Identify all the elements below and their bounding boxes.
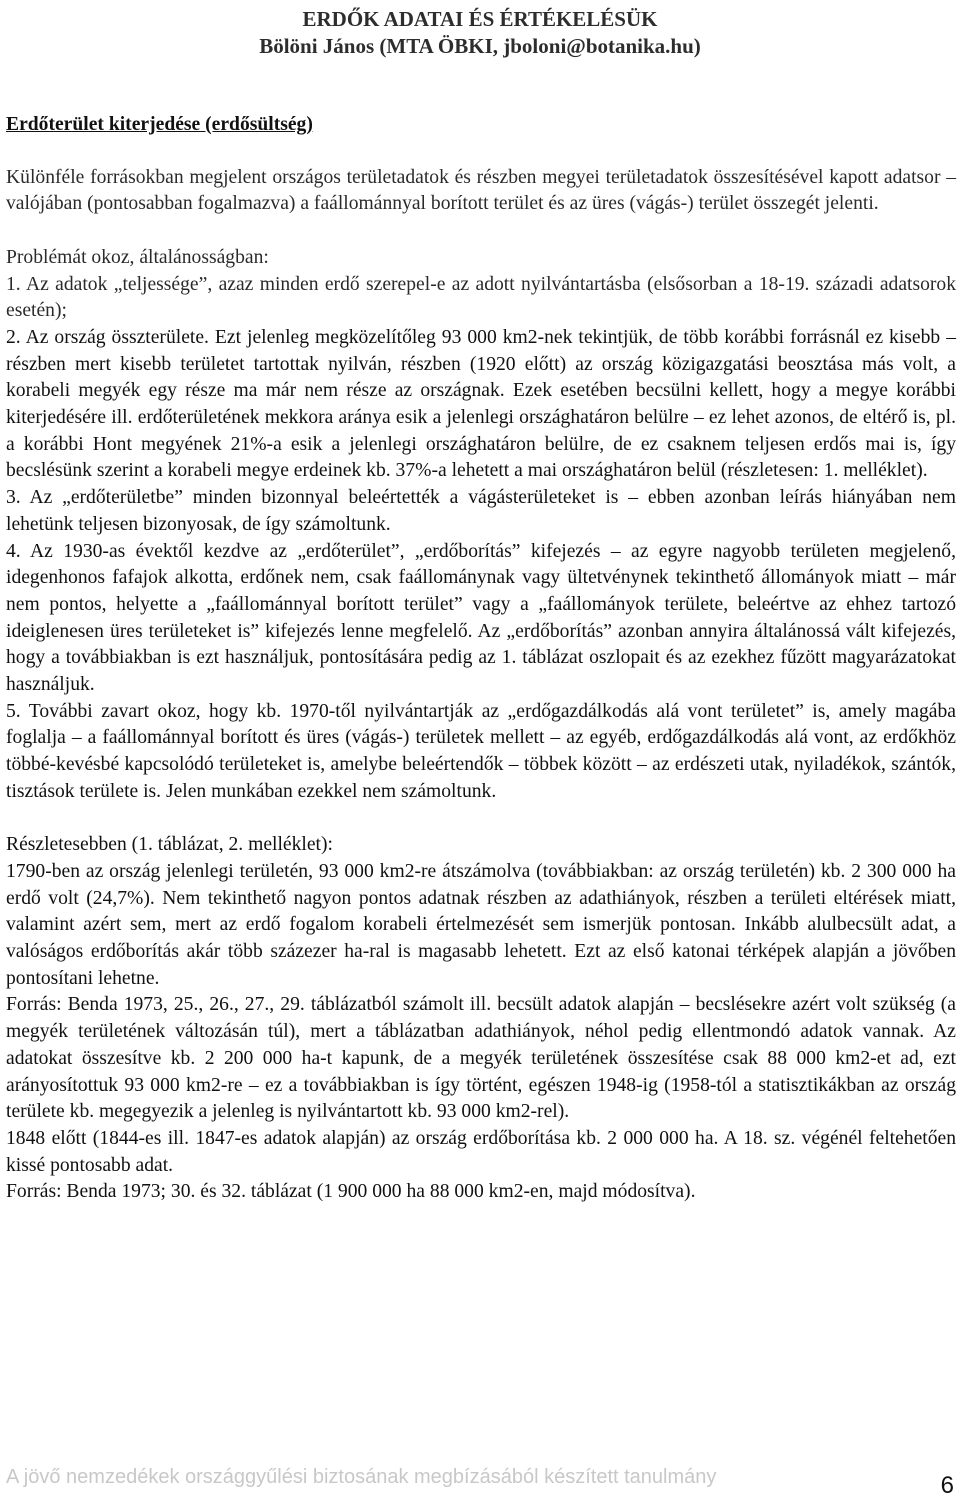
list-item: 3. Az „erdőterületbe” minden bizonnyal beleértették a vágásterületeket is – ebben azonban leírás hiányában nem lehetünk teljesen bizonyosak, de így számoltunk. [6, 487, 956, 535]
intro-paragraph: Különféle forrásokban megjelent országos területadatok és részben megyei területadatok összesítésével kapott adatsor – valójában (pontosabban fogalmazva) a faállománnyal borított terület és az üres (vágás-) terület összegét jelenti. [6, 166, 956, 215]
list-item: 5. További zavart okoz, hogy kb. 1970-től nyilvántartják az „erdőgazdálkodás alá vont területet” is, amely magába foglalja – a faállománnyal borított és üres (vágás-) területek mellett – az egyéb, erdőgazdálkodás alá vont, az erdőkhöz többé-kevésbé kapcsolódó területeket is, amelybe beleértendők – többek között – az erdészeti utak, nyiladékok, szántók, tisztások területe is. Jelen munkában ezekkel nem számoltunk. [6, 700, 956, 802]
details-paragraph: 1790-ben az ország jelenlegi területén, 93 000 km2-re átszámolva (továbbiakban: az ország területén) kb. 2 300 000 ha erdő volt (24,7%). Nem tekinthető nagyon pontos adatnak részben az adathiányok, részben a területi eltérések miatt, valamint azért sem, mert az erdő fogalom korabeli értelmezését sem ismerjük pontosan. Inkább alulbecsült adat, a valóságos erdőborítás akár több százezer ha-ral is magasabb lehetett. Ezt az első katonai térképek alapján a jövőben pontosítani lehetne. [6, 860, 956, 989]
footer-text: A jövő nemzedékek országgyűlési biztosának megbízásából készített tanulmány [6, 1466, 717, 1488]
document-title: ERDŐK ADATAI ÉS ÉRTÉKELÉSÜK [302, 7, 658, 31]
list-item: 2. Az ország összterülete. Ezt jelenleg megközelítőleg 93 000 km2-nek tekintjük, de több korábbi forrásnál ez kisebb – részben mert kisebb területet tartottak nyilván, részben (1920 előtt) az ország közigazgatási beosztása más volt, a korabeli megyék egy része ma már nem része az országnak. Ezek esetében becsülni kellett, hogy a megye korábbi kiterjedésére ill. erdőterületének mekkora aránya esik a jelenlegi országhatáron belülre – ez lehet azonos, de eltérő is, pl. a korábbi Hont megyének 21%-a esik a jelenlegi országhatáron belülre, de ez csaknem teljesen erdős mai is, így becslésünk szerint a korabeli megye erdeinek kb. 37%-a lehetett a mai országhatáron belül (részletesen: 1. melléklet). [6, 326, 956, 482]
document-author: Bölöni János (MTA ÖBKI, jboloni@botanika.hu) [259, 34, 701, 58]
document-body [6, 112, 956, 1206]
details-paragraph: Forrás: Benda 1973; 30. és 32. táblázat (1 900 000 ha 88 000 km2-en, majd módosítva). [6, 1181, 696, 1203]
list-item: 4. Az 1930-as évektől kezdve az „erdőterület”, „erdőborítás” kifejezés – az egyre nagyobb területen megjelenő, idegenhonos fafajok alkotta, erdőnek nem, csak faállománynak vagy ültetvénynek tekinthető állományok miatt – már nem pontos, helyette a „faállománnyal borított terület” vagy a „faállományok területe, beleértve az ehhez tartozó ideiglenesen üres területeket is” kifejezés lenne megfelelő. Az „erdőborítás” azonban annyira általánossá vált kifejezés, hogy a továbbiakban is ezt használjuk, pontosítására pedig az 1. táblázat oszlopait és az ezekhez fűzött magyarázatokat használjuk. [6, 540, 956, 696]
page-number: 6 [940, 1472, 954, 1499]
problems-heading: Problémát okoz, általánosságban: [6, 246, 269, 268]
list-item: 1. Az adatok „teljessége”, azaz minden erdő szerepel-e az adott nyilvántartásba (elsősorban a 18-19. századi adatsorok esetén); [6, 273, 956, 322]
details-paragraph: 1848 előtt (1844-es ill. 1847-es adatok alapján) az ország erdőborítása kb. 2 000 000 ha. A 18. sz. végénél feltehetően kissé pontosabb adat. [6, 1127, 956, 1176]
details-paragraph: Forrás: Benda 1973, 25., 26., 27., 29. táblázatból számolt ill. becsült adatok alapján – becslésekre azért volt szükség (a megyék területének változásán túl), mert a táblázatban adathiányok, néhol pedig ellentmondó adatok vannak. Az adatokat összesítve kb. 2 200 000 ha-t kapunk, de a megyék területének összesítése csak 88 000 km2-et ad, ezt arányosítottuk 93 000 km2-re – ez a továbbiakban is így történt, egészen 1948-ig (1958-tól a statisztikákban az ország területe kb. megegyezik a jelenleg is nyilvántartott kb. 93 000 km2-rel). [6, 994, 956, 1123]
details-heading: Részletesebben (1. táblázat, 2. melléklet): [6, 834, 333, 856]
section-title: Erdőterület kiterjedése (erdősültség) [6, 114, 313, 135]
